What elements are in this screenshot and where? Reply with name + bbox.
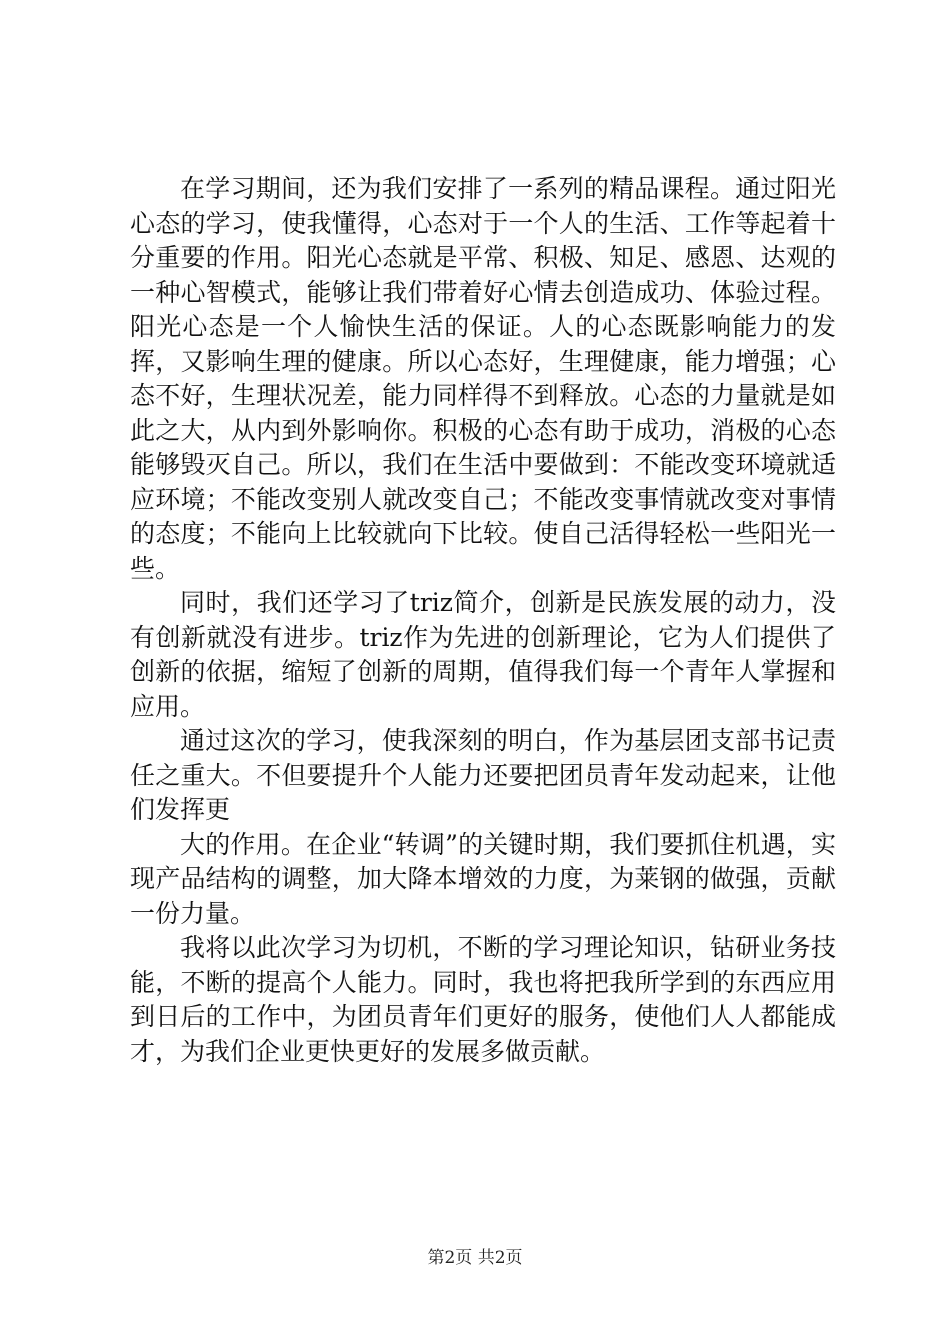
paragraph-responsibility: 通过这次的学习，使我深刻的明白，作为基层团支部书记责任之重大。不但要提升个人能力还要把团员青年发动起来，让他们发挥更 [130, 726, 836, 824]
document-body [130, 172, 836, 1069]
paragraph-sunshine-mindset: 在学习期间，还为我们安排了一系列的精品课程。通过阳光心态的学习，使我懂得，心态对于一个人的生活、工作等起着十分重要的作用。阳光心态就是平常、积极、知足、感恩、达观的一种心智模式，能够让我们带着好心情去创造成功、体验过程。阳光心态是一个人愉快生活的保证。人的心态既影响能力的发挥，又影响生理的健康。所以心态好，生理健康，能力增强；心态不好，生理状况差，能力同样得不到释放。心态的力量就是如此之大，从内到外影响你。积极的心态有助于成功，消极的心态能够毁灭自己。所以，我们在生活中要做到：不能改变环境就适应环境；不能改变别人就改变自己；不能改变事情就改变对事情的态度；不能向上比较就向下比较。使自己活得轻松一些阳光一些。 [130, 174, 836, 583]
paragraph-triz: 同时，我们还学习了triz简介，创新是民族发展的动力，没有创新就没有进步。triz作为先进的创新理论，它为人们提供了创新的依据，缩短了创新的周期，值得我们每一个青年人掌握和应用。 [130, 588, 836, 721]
paragraph-enterprise-role: 大的作用。在企业“转调”的关键时期，我们要抓住机遇，实现产品结构的调整，加大降本增效的力度，为莱钢的做强，贡献一份力量。 [130, 829, 836, 928]
paragraph-commitment: 我将以此次学习为切机，不断的学习理论知识，钻研业务技能，不断的提高个人能力。同时，我也将把我所学到的东西应用到日后的工作中，为团员青年们更好的服务，使他们人人都能成才，为我们企业更快更好的发展多做贡献。 [130, 933, 836, 1066]
page-number-footer: 第2页 共2页 [427, 1248, 523, 1268]
